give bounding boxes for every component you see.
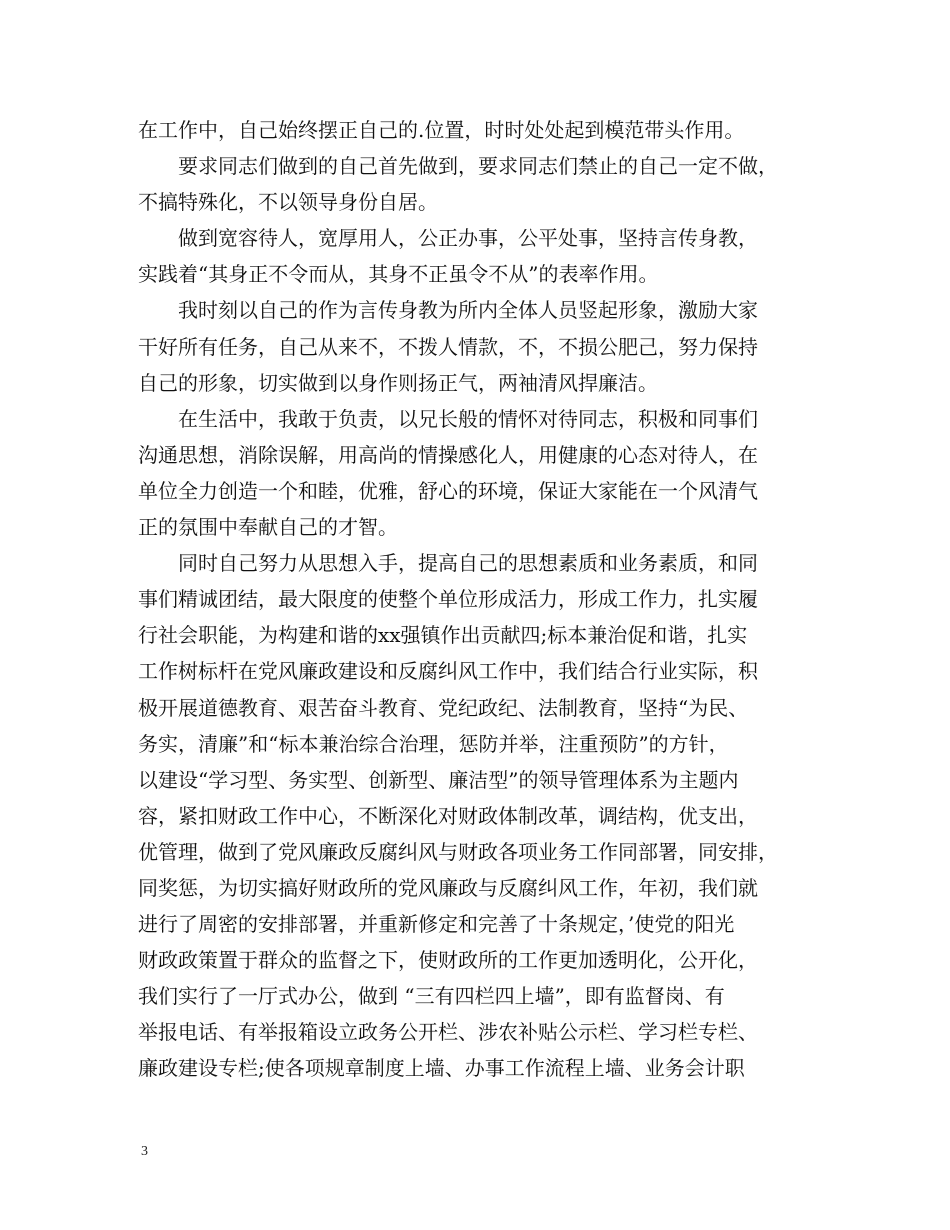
text-line: 容，紧扣财政工作中心，不断深化对财政体制改革，调结构，优支出， — [138, 803, 758, 828]
text-line: 正的氛围中奉献自己的才智。 — [138, 515, 398, 540]
text-line: 廉政建设专栏;使各项规章制度上墙、办事工作流程上墙、业务会计职 — [138, 1056, 745, 1081]
text-line: 事们精诚团结，最大限度的使整个单位形成活力，形成工作力，扎实履 — [138, 587, 758, 612]
text-line: 实践着“其身正不令而从，其身不正虽令不从”的表率作用。 — [138, 262, 659, 287]
text-line: 同时自己努力从思想入手，提高自己的思想素质和业务素质，和同 — [138, 551, 758, 576]
text-line: 在生活中，我敢于负责，以兄长般的情怀对待同志，积极和同事们 — [138, 406, 758, 431]
text-line: 进行了周密的安排部署，并重新修定和完善了十条规定，’使党的阳光 — [138, 912, 735, 937]
text-line: 我们实行了一厅式办公，做到 “三有四栏四上墙”，即有监督岗、有 — [138, 984, 725, 1009]
text-line: 自己的形象，切实做到以身作则扬正气，两袖清风捍廉洁。 — [138, 370, 658, 395]
text-line: 极开展道德教育、艰苦奋斗教育、党纪政纪、法制教育，坚持“为民、 — [138, 695, 749, 720]
text-line: 财政政策置于群众的监督之下，使财政所的工作更加透明化，公开化， — [138, 948, 758, 973]
text-line: 优管理，做到了党风廉政反腐纠风与财政各项业务工作同部署，同安排， — [138, 839, 778, 864]
text-line: 工作树标杆在党风廉政建设和反腐纠风工作中，我们结合行业实际，积 — [138, 659, 758, 684]
page-number: 3 — [141, 1144, 148, 1159]
text-line: 要求同志们做到的自己首先做到，要求同志们禁止的自己一定不做， — [138, 154, 778, 179]
text-line: 务实，清廉”和“标本兼治综合治理，惩防并举，注重预防”的方针， — [138, 731, 729, 756]
text-line: 单位全力创造一个和睦，优雅，舒心的环境，保证大家能在一个风清气 — [138, 478, 758, 503]
text-line: 做到宽容待人，宽厚用人，公正办事，公平处事，坚持言传身教， — [138, 226, 758, 251]
text-line: 以建设“学习型、务实型、创新型、廉洁型”的领导管理体系为主题内 — [138, 767, 739, 792]
text-line: 干好所有任务，自己从来不，不拨人情款，不，不损公肥己，努力保持 — [138, 334, 758, 359]
text-line: 沟通思想，消除误解，用高尚的情操感化人，用健康的心态对待人，在 — [138, 442, 758, 467]
text-line: 同奖惩，为切实搞好财政所的党风廉政与反腐纠风工作，年初，我们就 — [138, 875, 758, 900]
body-text — [138, 112, 838, 1087]
text-line: 举报电话、有举报箱设立政务公开栏、涉农补贴公示栏、学习栏专栏、 — [138, 1020, 758, 1045]
text-line: 在工作中，自己始终摆正自己的.位置，时时处处起到模范带头作用。 — [138, 118, 745, 142]
text-line: 我时刻以自己的作为言传身教为所内全体人员竖起形象，激励大家 — [138, 298, 758, 323]
text-line: 不搞特殊化，不以领导身份自居。 — [138, 190, 438, 215]
text-line: 行社会职能，为构建和谐的xx强镇作出贡献四;标本兼治促和谐，扎实 — [138, 623, 748, 648]
